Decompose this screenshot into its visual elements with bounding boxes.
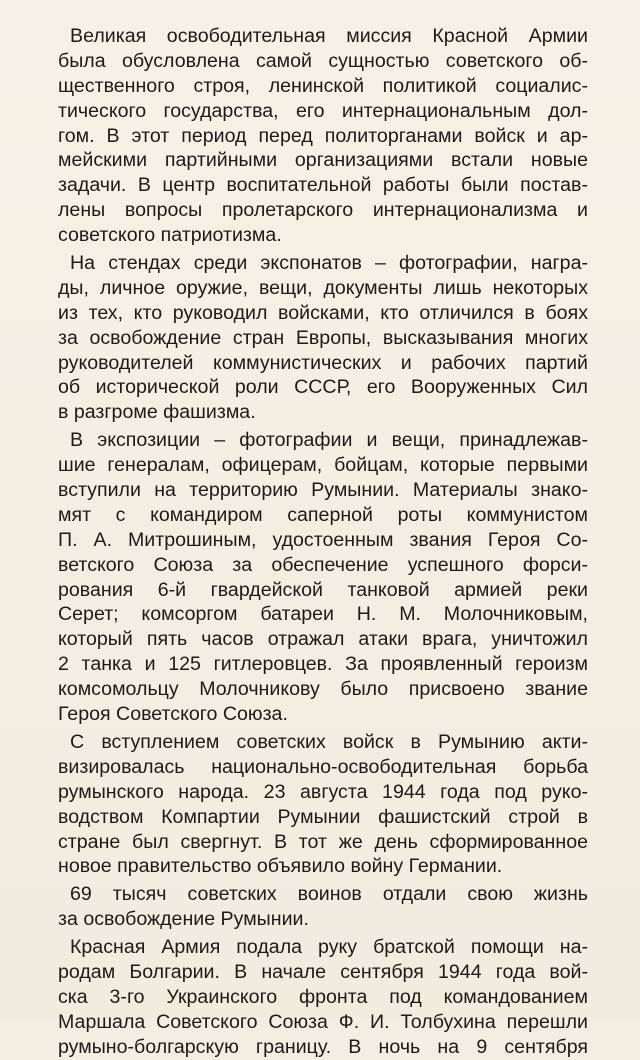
text-line: за освобождение Румынии. [58, 908, 309, 931]
text-line: комсомольцу Молочникову было присвоено звание [58, 678, 588, 701]
text-line: мейскими партийными организациями встали новые [58, 149, 588, 172]
text-line: На стендах среди экспонатов – фотографии, награ- [70, 252, 588, 275]
text-line: который пять часов отражал атаки врага, уничтожил [58, 628, 588, 651]
text-line: новое правительство объявило войну Германии. [58, 855, 503, 878]
text-line: 2 танка и 125 гитлеровцев. За проявленный героизм [58, 653, 588, 676]
text-line: П. А. Митрошиным, удостоенным звания Героя Со- [58, 528, 588, 551]
text-line: стране был свергнут. В тот же день сформированное [58, 830, 588, 853]
text-line: румыно-болгарскую границу. В ночь на 9 сентября [58, 1035, 588, 1058]
paragraph [58, 935, 588, 1059]
text-line: мят с командиром саперной роты коммунистом [58, 503, 588, 526]
text-line: Серет; комсоргом батареи Н. М. Молочниковым, [58, 603, 588, 626]
text-line: тического государства, его интернациональным дол- [58, 99, 588, 122]
text-line: В экспозиции – фотографии и вещи, принадлежав- [70, 429, 588, 452]
text-line: вступили на территорию Румынии. Материалы знако- [58, 479, 588, 502]
text-line: за освобождение стран Европы, высказывания многих [58, 326, 588, 349]
text-line: визировалась национально-освободительная борьба [58, 755, 588, 778]
text-line: ска 3-го Украинского фронта под командованием [58, 985, 588, 1008]
text-line: румынского народа. 23 августа 1944 года под руко- [58, 780, 588, 803]
text-line: была обусловлена самой сущностью советского об- [58, 49, 588, 72]
text-line: руководителей коммунистических и рабочих партий [58, 351, 588, 374]
paragraph [58, 428, 588, 727]
paragraph [58, 24, 588, 248]
text-line: лены вопросы пролетарского интернационализма и [58, 199, 588, 222]
text-line: Героя Советского Союза. [58, 703, 288, 726]
text-line: Великая освободительная миссия Красной Армии [70, 25, 588, 47]
text-line: С вступлением советских войск в Румынию акти- [70, 730, 588, 753]
text-line: ветского Союза за обеспечение успешного форси- [58, 553, 588, 576]
text-line: гом. В этот период перед политорганами войск и ар- [58, 124, 588, 147]
text-line: шие генералам, офицерам, бойцам, которые первыми [58, 454, 588, 477]
text-line: Маршала Советского Союза Ф. И. Толбухина перешли [58, 1010, 588, 1033]
text-line: из тех, кто руководил войсками, кто отличился в боях [58, 301, 588, 324]
text-line: водством Компартии Румынии фашистский строй в [58, 805, 588, 828]
text-line: об исторической роли СССР, его Вооруженных Сил [58, 376, 588, 399]
text-line: родам Болгарии. В начале сентября 1944 года вой- [58, 960, 588, 983]
text-line: рования 6-й гвардейской танковой армией реки [58, 578, 588, 601]
text-line: ды, личное оружие, вещи, документы лишь некоторых [58, 276, 588, 299]
text-line: в разгроме фашизма. [58, 401, 256, 424]
paragraph [58, 882, 588, 932]
paragraph [58, 251, 588, 425]
text-line: щественного строя, ленинской политикой социалис- [58, 74, 588, 97]
text-line: советского патриотизма. [58, 224, 282, 247]
text-line: 69 тысяч советских воинов отдали свою жизнь [70, 883, 588, 906]
text-line: Красная Армия подала руку братской помощи на- [70, 936, 588, 959]
body-text [58, 24, 588, 1060]
paragraph [58, 730, 588, 879]
text-line: задачи. В центр воспитательной работы были постав- [58, 174, 588, 197]
